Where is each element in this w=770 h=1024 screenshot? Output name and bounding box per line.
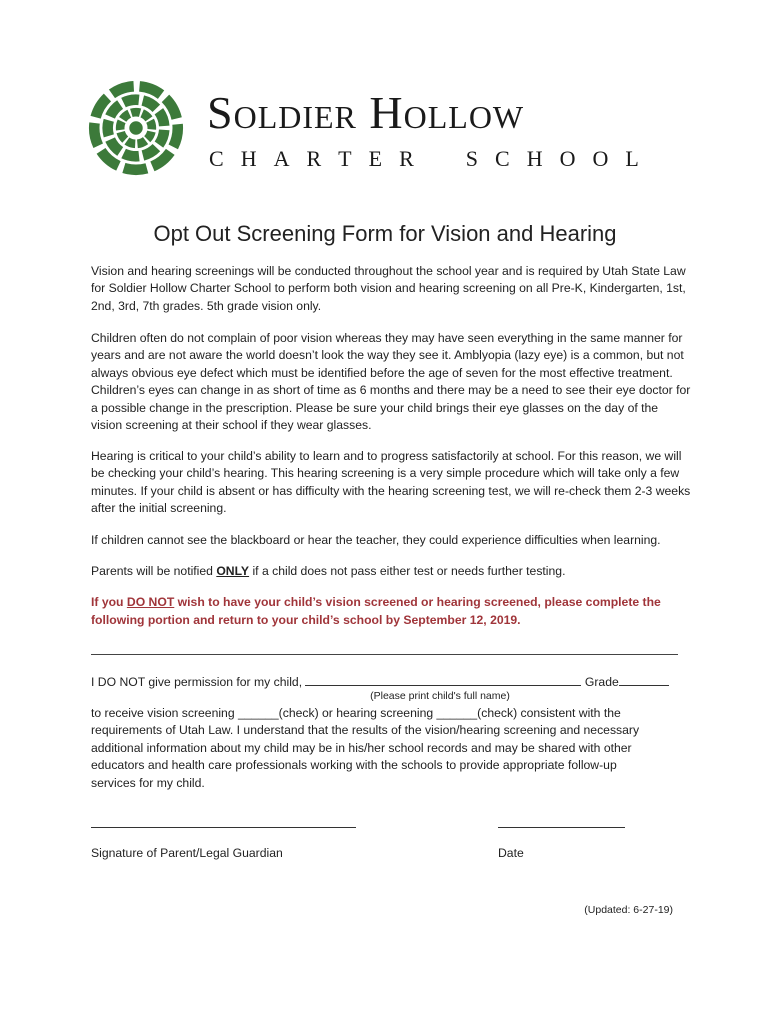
signature-field[interactable] — [91, 827, 356, 828]
logo-segment — [139, 81, 164, 99]
logo-segment — [140, 109, 152, 121]
vision-paragraph: Children often do not complain of poor vision whereas they may have seen everything in the same manner for years and are not aware the world doesn’t look the way they see it. Amblyopia (lazy eye) is a common, but not always obvious eye defect which must be identified before the age of seven for the most effective treatment. Children’s eyes can change in as short of time as 6 months and there may be a need to see their eye doctor for a possible change in the prescription. Please be sure your child brings their eye glasses on the day of the vision screening at their school if they wear glasses. — [91, 331, 691, 433]
logo-segment — [119, 110, 131, 122]
subtitle-letter: A — [273, 146, 290, 171]
logo-segment — [116, 120, 126, 131]
subtitle-letter: T — [338, 146, 352, 171]
notify-text-before: Parents will be notified — [91, 564, 217, 578]
consent-paragraph: to receive vision screening ______(check) or hearing screening ______(check) consistent with the requirements of Utah Law. I understand that the results of the vision/hearing screening and necessary additional information about my child may be in his/her school records and may be shared with other educators and health care professionals working with the schools to provide appropriate follow-up services for my child. — [91, 706, 640, 790]
difficulties-paragraph: If children cannot see the blackboard or hear the teacher, they could experience difficulties when learning. — [91, 533, 661, 547]
notice-text-before: If you — [91, 595, 127, 609]
permission-label: I DO NOT give permission for my child, — [91, 675, 303, 689]
subtitle-gap — [431, 148, 449, 170]
notification-paragraph — [91, 563, 691, 580]
subtitle-letter: E — [368, 146, 383, 171]
school-subtitle — [209, 148, 639, 170]
logo-segment — [89, 122, 103, 148]
logo-segment — [121, 149, 139, 162]
logo-segment — [102, 119, 113, 138]
child-name-field[interactable] — [305, 674, 581, 686]
subtitle-letter: C — [209, 146, 224, 171]
intro-paragraph: Vision and hearing screenings will be conducted throughout the school year and is required by Utah State Law for Soldier Hollow Charter School to perform both vision and hearing screening on all Pre-K, Kindergarten, 1st, 2nd, 3rd, 7th grades. 5th grade vision only. — [91, 264, 686, 313]
page-title: Opt Out Screening Form for Vision and Hearing — [153, 221, 617, 246]
updated-date: (Updated: 6-27-19) — [584, 904, 673, 916]
subtitle-letter: O — [592, 146, 609, 171]
logo-segment — [130, 108, 141, 117]
notify-text-after: if a child does not pass either test or needs further testing. — [249, 564, 566, 578]
notify-emphasis: ONLY — [216, 564, 250, 578]
permission-line — [91, 674, 681, 689]
grade-label: Grade — [584, 675, 619, 689]
logo-segment — [155, 130, 170, 148]
child-name-hint: (Please print child's full name) — [370, 690, 510, 702]
subtitle-letter: R — [306, 146, 322, 171]
subtitle-letter: O — [559, 146, 576, 171]
logo-segment — [155, 108, 170, 126]
logo-segment — [144, 131, 155, 143]
subtitle-letter: S — [465, 146, 478, 171]
signature-label: Signature of Parent/Legal Guardian — [91, 846, 283, 860]
logo-segment — [122, 163, 148, 175]
logo-segment — [169, 124, 183, 149]
school-name: Soldier Hollow — [207, 87, 525, 138]
hearing-paragraph: Hearing is critical to your child’s ability to learn and to progress satisfactorily at school. For this reason, we will be checking your child’s hearing. This hearing screening is a very simple procedure which will take only a few minutes. If your child is absent or has difficulty with the hearing screening test, we will re-check them 2-3 weeks after the initial screening. — [91, 449, 691, 516]
date-label: Date — [498, 846, 524, 860]
subtitle-letter: H — [526, 146, 543, 171]
school-logo-mark — [88, 80, 184, 176]
date-field[interactable] — [498, 827, 625, 828]
logo-segment — [124, 137, 135, 148]
opt-out-notice — [91, 593, 691, 629]
subtitle-letter: L — [625, 146, 639, 171]
cut-line — [91, 654, 678, 655]
logo-segment — [117, 131, 129, 143]
notice-text-after: wish to have your child’s vision screened or hearing screened, please complete the following portion and return to your child’s school by September 12, 2019. — [91, 595, 661, 627]
subtitle-letter: C — [495, 146, 510, 171]
logo-segment — [137, 137, 148, 148]
subtitle-letter: H — [240, 146, 257, 171]
logo-segment — [121, 94, 139, 107]
grade-field[interactable] — [619, 674, 669, 686]
notice-emphasis: DO NOT — [126, 595, 175, 609]
subtitle-letter: R — [399, 146, 414, 171]
logo-center — [129, 121, 142, 134]
logo-segment — [146, 119, 156, 130]
